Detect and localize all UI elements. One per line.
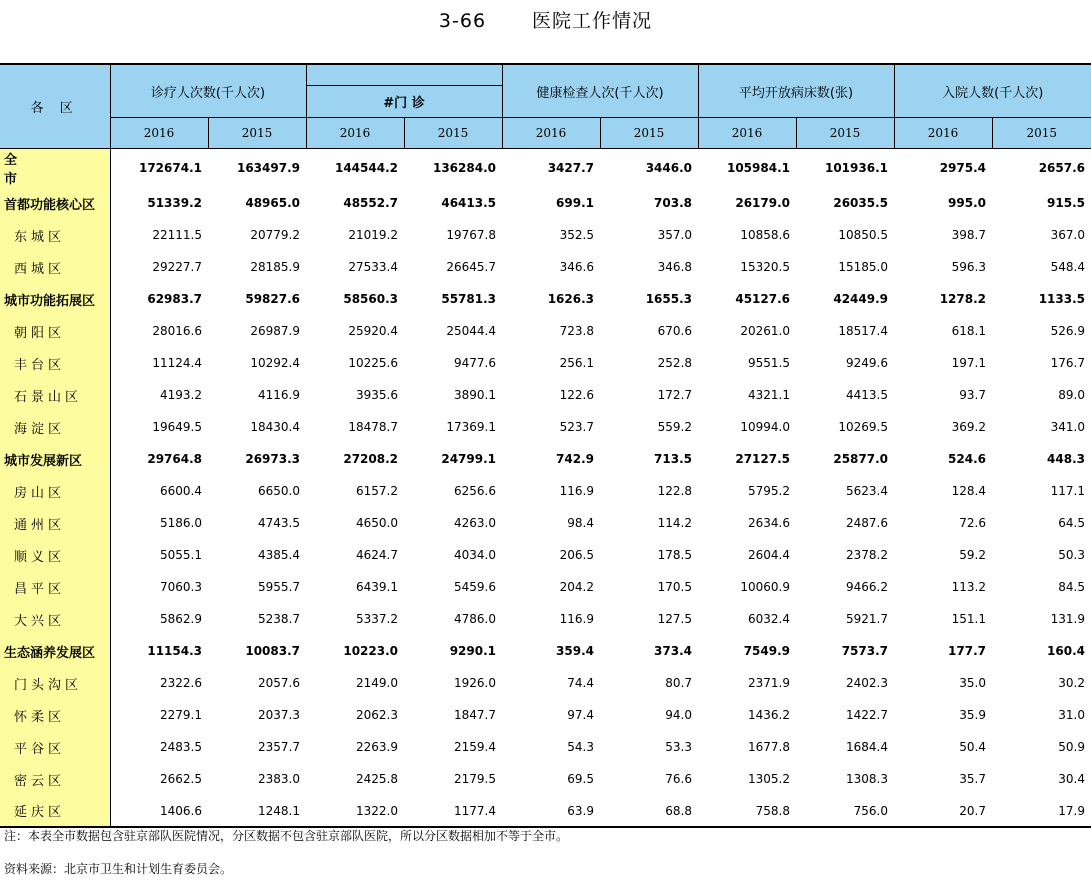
value-cell: 1248.1 xyxy=(208,795,306,827)
value-cell: 2378.2 xyxy=(846,548,888,562)
value-cell: 160.4 xyxy=(1047,644,1085,658)
value-cell: 10858.6 xyxy=(740,228,790,242)
value-cell: 1677.8 xyxy=(748,740,790,754)
region-name: 顺义区 xyxy=(0,539,110,571)
table-row xyxy=(0,731,1091,763)
year-header: 2015 xyxy=(600,118,698,149)
value-cell: 84.5 xyxy=(1058,580,1085,594)
value-cell: 2279.1 xyxy=(160,708,202,722)
value-cell: 252.8 xyxy=(657,356,692,370)
value-cell: 2657.6 xyxy=(1038,161,1085,175)
value-cell: 19649.5 xyxy=(152,420,202,434)
health-check-header: 健康检查人次(千人次) xyxy=(502,64,698,118)
page-title xyxy=(0,6,1091,33)
value-cell: 995.0 xyxy=(948,196,986,210)
value-cell: 17.9 xyxy=(992,795,1091,827)
value-cell: 10269.5 xyxy=(838,420,888,434)
value-cell: 4116.9 xyxy=(258,388,300,402)
value-cell: 5186.0 xyxy=(160,516,202,530)
value-cell: 6650.0 xyxy=(258,484,300,498)
value-cell: 742.9 xyxy=(556,452,594,466)
region-name: 怀柔区 xyxy=(0,699,110,731)
region-name: 大兴区 xyxy=(0,603,110,635)
value-cell: 357.0 xyxy=(657,228,692,242)
value-cell: 699.1 xyxy=(556,196,594,210)
value-cell: 26035.5 xyxy=(833,196,888,210)
value-cell: 367.0 xyxy=(1050,228,1085,242)
value-cell: 18478.7 xyxy=(348,420,398,434)
year-header: 2015 xyxy=(404,118,502,149)
value-cell: 9551.5 xyxy=(748,356,790,370)
table-row xyxy=(0,411,1091,443)
value-cell: 50.4 xyxy=(959,740,986,754)
value-cell: 6256.6 xyxy=(454,484,496,498)
admissions-header: 入院人数(千人次) xyxy=(894,64,1091,118)
value-cell: 48552.7 xyxy=(343,196,398,210)
table-row xyxy=(0,667,1091,699)
value-cell: 151.1 xyxy=(951,612,986,626)
value-cell: 35.0 xyxy=(959,676,986,690)
value-cell: 22111.5 xyxy=(152,228,202,242)
value-cell: 10850.5 xyxy=(838,228,888,242)
year-header: 2015 xyxy=(796,118,894,149)
region-name: 全 市 xyxy=(0,149,110,188)
value-cell: 2402.3 xyxy=(846,676,888,690)
value-cell: 63.9 xyxy=(502,795,600,827)
table-row xyxy=(0,149,1091,188)
value-cell: 2037.3 xyxy=(258,708,300,722)
value-cell: 80.7 xyxy=(665,676,692,690)
value-cell: 10060.9 xyxy=(740,580,790,594)
table-row xyxy=(0,219,1091,251)
hospital-work-table xyxy=(0,63,1091,828)
value-cell: 1322.0 xyxy=(306,795,404,827)
value-cell: 24799.1 xyxy=(441,452,496,466)
value-cell: 127.5 xyxy=(657,612,692,626)
outpatient-header-spacer xyxy=(306,64,502,86)
value-cell: 42449.9 xyxy=(833,292,888,306)
region-name: 通州区 xyxy=(0,507,110,539)
value-cell: 4385.4 xyxy=(258,548,300,562)
value-cell: 20779.2 xyxy=(250,228,300,242)
value-cell: 5623.4 xyxy=(846,484,888,498)
value-cell: 178.5 xyxy=(657,548,692,562)
value-cell: 448.3 xyxy=(1047,452,1085,466)
value-cell: 25044.4 xyxy=(446,324,496,338)
value-cell: 3427.7 xyxy=(547,161,594,175)
value-cell: 62983.7 xyxy=(147,292,202,306)
value-cell: 3446.0 xyxy=(645,161,692,175)
value-cell: 4786.0 xyxy=(454,612,496,626)
table-row xyxy=(0,507,1091,539)
value-cell: 915.5 xyxy=(1047,196,1085,210)
value-cell: 4743.5 xyxy=(258,516,300,530)
value-cell: 1133.5 xyxy=(1038,292,1085,306)
value-cell: 7573.7 xyxy=(841,644,888,658)
table-row xyxy=(0,795,1091,827)
value-cell: 11154.3 xyxy=(147,644,202,658)
value-cell: 30.2 xyxy=(1058,676,1085,690)
beds-header: 平均开放病床数(张) xyxy=(698,64,894,118)
value-cell: 2057.6 xyxy=(258,676,300,690)
value-cell: 369.2 xyxy=(951,420,986,434)
value-cell: 17369.1 xyxy=(446,420,496,434)
value-cell: 30.4 xyxy=(1058,772,1085,786)
value-cell: 26179.0 xyxy=(735,196,790,210)
value-cell: 256.1 xyxy=(559,356,594,370)
value-cell: 4650.0 xyxy=(356,516,398,530)
value-cell: 4263.0 xyxy=(454,516,496,530)
value-cell: 197.1 xyxy=(951,356,986,370)
value-cell: 29764.8 xyxy=(147,452,202,466)
value-cell: 9290.1 xyxy=(449,644,496,658)
region-name: 延庆区 xyxy=(0,795,110,827)
value-cell: 172.7 xyxy=(657,388,692,402)
value-cell: 98.4 xyxy=(567,516,594,530)
value-cell: 177.7 xyxy=(948,644,986,658)
value-cell: 1684.4 xyxy=(846,740,888,754)
value-cell: 5459.6 xyxy=(454,580,496,594)
value-cell: 4413.5 xyxy=(846,388,888,402)
value-cell: 352.5 xyxy=(559,228,594,242)
value-cell: 341.0 xyxy=(1050,420,1085,434)
value-cell: 6157.2 xyxy=(356,484,398,498)
value-cell: 2383.0 xyxy=(258,772,300,786)
value-cell: 6439.1 xyxy=(356,580,398,594)
value-cell: 163497.9 xyxy=(236,161,300,175)
value-cell: 526.9 xyxy=(1050,324,1085,338)
value-cell: 27127.5 xyxy=(735,452,790,466)
value-cell: 105984.1 xyxy=(726,161,790,175)
value-cell: 176.7 xyxy=(1050,356,1085,370)
region-name: 石景山区 xyxy=(0,379,110,411)
value-cell: 1305.2 xyxy=(748,772,790,786)
data-source: 资料来源：北京市卫生和计划生育委员会。 xyxy=(4,862,233,876)
value-cell: 74.4 xyxy=(567,676,594,690)
value-cell: 170.5 xyxy=(657,580,692,594)
value-cell: 128.4 xyxy=(951,484,986,498)
value-cell: 51339.2 xyxy=(147,196,202,210)
value-cell: 204.2 xyxy=(559,580,594,594)
table-row xyxy=(0,347,1091,379)
value-cell: 18430.4 xyxy=(250,420,300,434)
table-row xyxy=(0,603,1091,635)
value-cell: 2159.4 xyxy=(454,740,496,754)
value-cell: 46413.5 xyxy=(441,196,496,210)
table-row xyxy=(0,475,1091,507)
table-row xyxy=(0,315,1091,347)
value-cell: 144544.2 xyxy=(334,161,398,175)
value-cell: 756.0 xyxy=(796,795,894,827)
region-name: 丰台区 xyxy=(0,347,110,379)
value-cell: 93.7 xyxy=(959,388,986,402)
value-cell: 6032.4 xyxy=(748,612,790,626)
value-cell: 35.9 xyxy=(959,708,986,722)
year-header: 2016 xyxy=(502,118,600,149)
value-cell: 4193.2 xyxy=(160,388,202,402)
value-cell: 1436.2 xyxy=(748,708,790,722)
table-row xyxy=(0,763,1091,795)
value-cell: 3935.6 xyxy=(356,388,398,402)
value-cell: 50.3 xyxy=(1058,548,1085,562)
table-row xyxy=(0,187,1091,219)
region-name: 海淀区 xyxy=(0,411,110,443)
value-cell: 15185.0 xyxy=(838,260,888,274)
value-cell: 6600.4 xyxy=(160,484,202,498)
value-cell: 2487.6 xyxy=(846,516,888,530)
value-cell: 59827.6 xyxy=(245,292,300,306)
value-cell: 1406.6 xyxy=(110,795,208,827)
value-cell: 72.6 xyxy=(959,516,986,530)
value-cell: 2371.9 xyxy=(748,676,790,690)
value-cell: 206.5 xyxy=(559,548,594,562)
value-cell: 31.0 xyxy=(1058,708,1085,722)
value-cell: 5795.2 xyxy=(748,484,790,498)
value-cell: 15320.5 xyxy=(740,260,790,274)
value-cell: 4321.1 xyxy=(748,388,790,402)
value-cell: 122.6 xyxy=(559,388,594,402)
value-cell: 5862.9 xyxy=(160,612,202,626)
region-name: 城市功能拓展区 xyxy=(0,283,110,315)
value-cell: 1177.4 xyxy=(404,795,502,827)
value-cell: 69.5 xyxy=(567,772,594,786)
value-cell: 172674.1 xyxy=(138,161,202,175)
value-cell: 2975.4 xyxy=(939,161,986,175)
value-cell: 1308.3 xyxy=(846,772,888,786)
value-cell: 2179.5 xyxy=(454,772,496,786)
value-cell: 116.9 xyxy=(559,612,594,626)
value-cell: 2634.6 xyxy=(748,516,790,530)
value-cell: 2062.3 xyxy=(356,708,398,722)
region-name: 房山区 xyxy=(0,475,110,507)
value-cell: 548.4 xyxy=(1050,260,1085,274)
table-body xyxy=(0,149,1091,828)
region-name: 朝阳区 xyxy=(0,315,110,347)
value-cell: 7549.9 xyxy=(743,644,790,658)
value-cell: 559.2 xyxy=(657,420,692,434)
value-cell: 2604.4 xyxy=(748,548,790,562)
value-cell: 523.7 xyxy=(559,420,594,434)
region-name: 西城区 xyxy=(0,251,110,283)
value-cell: 48965.0 xyxy=(245,196,300,210)
value-cell: 122.8 xyxy=(657,484,692,498)
value-cell: 9466.2 xyxy=(846,580,888,594)
value-cell: 10292.4 xyxy=(250,356,300,370)
value-cell: 25920.4 xyxy=(348,324,398,338)
value-cell: 20.7 xyxy=(894,795,992,827)
region-name: 首都功能核心区 xyxy=(0,187,110,219)
table-row xyxy=(0,443,1091,475)
value-cell: 5337.2 xyxy=(356,612,398,626)
value-cell: 11124.4 xyxy=(152,356,202,370)
value-cell: 7060.3 xyxy=(160,580,202,594)
table-row xyxy=(0,635,1091,667)
value-cell: 26973.3 xyxy=(245,452,300,466)
table-header xyxy=(0,64,1091,149)
value-cell: 2357.7 xyxy=(258,740,300,754)
value-cell: 50.9 xyxy=(1058,740,1085,754)
value-cell: 2149.0 xyxy=(356,676,398,690)
value-cell: 54.3 xyxy=(567,740,594,754)
value-cell: 27533.4 xyxy=(348,260,398,274)
value-cell: 1926.0 xyxy=(454,676,496,690)
value-cell: 703.8 xyxy=(654,196,692,210)
value-cell: 5238.7 xyxy=(258,612,300,626)
value-cell: 346.6 xyxy=(559,260,594,274)
value-cell: 1655.3 xyxy=(645,292,692,306)
value-cell: 758.8 xyxy=(698,795,796,827)
value-cell: 3890.1 xyxy=(454,388,496,402)
region-name: 城市发展新区 xyxy=(0,443,110,475)
value-cell: 398.7 xyxy=(951,228,986,242)
value-cell: 2662.5 xyxy=(160,772,202,786)
value-cell: 2263.9 xyxy=(356,740,398,754)
value-cell: 55781.3 xyxy=(441,292,496,306)
value-cell: 114.2 xyxy=(657,516,692,530)
region-name: 密云区 xyxy=(0,763,110,795)
region-name: 东城区 xyxy=(0,219,110,251)
visits-header: 诊疗人次数(千人次) xyxy=(110,64,306,118)
value-cell: 618.1 xyxy=(951,324,986,338)
table-number: 3-66 xyxy=(438,10,487,32)
table-row xyxy=(0,251,1091,283)
value-cell: 9249.6 xyxy=(846,356,888,370)
value-cell: 94.0 xyxy=(665,708,692,722)
value-cell: 131.9 xyxy=(1050,612,1085,626)
value-cell: 89.0 xyxy=(1058,388,1085,402)
value-cell: 346.8 xyxy=(657,260,692,274)
value-cell: 524.6 xyxy=(948,452,986,466)
value-cell: 5921.7 xyxy=(846,612,888,626)
value-cell: 64.5 xyxy=(1058,516,1085,530)
region-header: 各 区 xyxy=(0,64,110,149)
value-cell: 10083.7 xyxy=(245,644,300,658)
value-cell: 27208.2 xyxy=(343,452,398,466)
value-cell: 53.3 xyxy=(665,740,692,754)
value-cell: 4034.0 xyxy=(454,548,496,562)
table-row xyxy=(0,571,1091,603)
value-cell: 97.4 xyxy=(567,708,594,722)
footnote: 注：本表全市数据包含驻京部队医院情况，分区数据不包含驻京部队医院，所以分区数据相加不等于全市。 xyxy=(4,829,569,843)
year-header: 2016 xyxy=(306,118,404,149)
value-cell: 2483.5 xyxy=(160,740,202,754)
outpatient-header: #门 诊 xyxy=(306,86,502,118)
value-cell: 4624.7 xyxy=(356,548,398,562)
value-cell: 1278.2 xyxy=(939,292,986,306)
value-cell: 28016.6 xyxy=(152,324,202,338)
year-header: 2016 xyxy=(698,118,796,149)
year-header: 2016 xyxy=(110,118,208,149)
value-cell: 2322.6 xyxy=(160,676,202,690)
region-name: 门头沟区 xyxy=(0,667,110,699)
table-title: 医院工作情况 xyxy=(532,10,653,32)
value-cell: 25877.0 xyxy=(833,452,888,466)
value-cell: 117.1 xyxy=(1050,484,1085,498)
value-cell: 45127.6 xyxy=(735,292,790,306)
value-cell: 10994.0 xyxy=(740,420,790,434)
value-cell: 21019.2 xyxy=(348,228,398,242)
value-cell: 116.9 xyxy=(559,484,594,498)
value-cell: 136284.0 xyxy=(432,161,496,175)
value-cell: 68.8 xyxy=(600,795,698,827)
value-cell: 29227.7 xyxy=(152,260,202,274)
value-cell: 723.8 xyxy=(559,324,594,338)
value-cell: 1422.7 xyxy=(846,708,888,722)
value-cell: 59.2 xyxy=(959,548,986,562)
value-cell: 18517.4 xyxy=(838,324,888,338)
value-cell: 58560.3 xyxy=(343,292,398,306)
value-cell: 76.6 xyxy=(665,772,692,786)
value-cell: 1626.3 xyxy=(547,292,594,306)
value-cell: 26645.7 xyxy=(446,260,496,274)
region-name: 昌平区 xyxy=(0,571,110,603)
value-cell: 2425.8 xyxy=(356,772,398,786)
value-cell: 10223.0 xyxy=(343,644,398,658)
table-row xyxy=(0,539,1091,571)
table-row xyxy=(0,283,1091,315)
value-cell: 19767.8 xyxy=(446,228,496,242)
value-cell: 373.4 xyxy=(654,644,692,658)
value-cell: 9477.6 xyxy=(454,356,496,370)
value-cell: 1847.7 xyxy=(454,708,496,722)
table-row xyxy=(0,379,1091,411)
value-cell: 20261.0 xyxy=(740,324,790,338)
value-cell: 5055.1 xyxy=(160,548,202,562)
region-name: 平谷区 xyxy=(0,731,110,763)
value-cell: 28185.9 xyxy=(250,260,300,274)
value-cell: 359.4 xyxy=(556,644,594,658)
value-cell: 670.6 xyxy=(657,324,692,338)
year-header: 2015 xyxy=(992,118,1091,149)
table-row xyxy=(0,699,1091,731)
year-header: 2016 xyxy=(894,118,992,149)
value-cell: 10225.6 xyxy=(348,356,398,370)
value-cell: 35.7 xyxy=(959,772,986,786)
value-cell: 5955.7 xyxy=(258,580,300,594)
year-header: 2015 xyxy=(208,118,306,149)
region-name: 生态涵养发展区 xyxy=(0,635,110,667)
value-cell: 713.5 xyxy=(654,452,692,466)
value-cell: 101936.1 xyxy=(824,161,888,175)
value-cell: 113.2 xyxy=(951,580,986,594)
value-cell: 596.3 xyxy=(951,260,986,274)
value-cell: 26987.9 xyxy=(250,324,300,338)
